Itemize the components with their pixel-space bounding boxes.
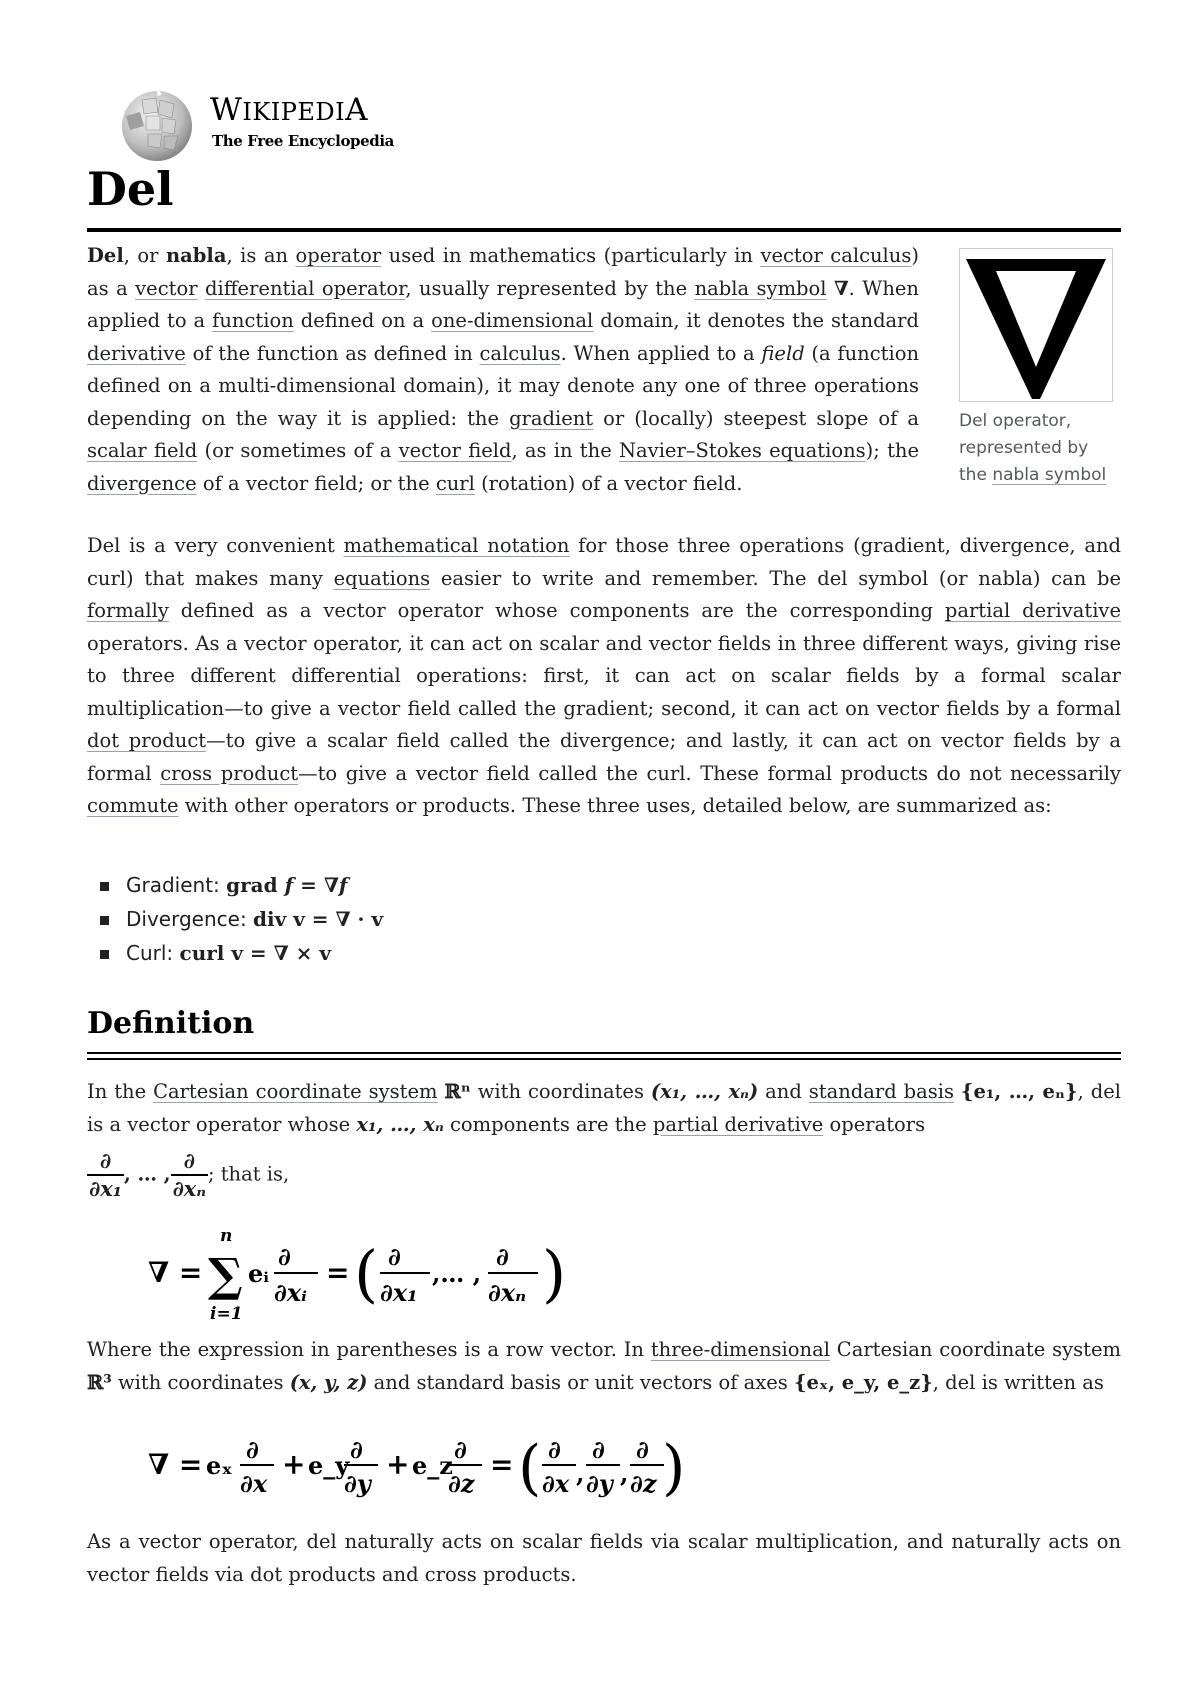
svg-text:=: = <box>490 1448 514 1481</box>
link-function[interactable]: function <box>212 309 294 332</box>
svg-text:∂xᵢ: ∂xᵢ <box>274 1278 307 1307</box>
svg-text:∂: ∂ <box>592 1435 605 1464</box>
link-partial-derivative[interactable]: partial derivative <box>944 599 1121 622</box>
link-partial-derivative-2[interactable]: partial derivative <box>652 1112 824 1136</box>
svg-text:): ) <box>542 1237 567 1310</box>
svg-text:i=1: i=1 <box>210 1304 243 1324</box>
row-vector-paragraph: Where the expression in parentheses is a row vector. In three-dimensional Cartesian coordinate system ℝ³ with coordinates (x, y, z) and standard basis or unit vectors of axes {eₓ, e_y, e_z}, del is written as <box>87 1338 1122 1394</box>
svg-text:(: ( <box>518 1433 542 1503</box>
svg-text:∂x: ∂x <box>240 1469 268 1498</box>
svg-text:∂y: ∂y <box>586 1469 613 1498</box>
link-standard-basis[interactable]: standard basis <box>808 1080 954 1103</box>
svg-text:e_z: e_z <box>412 1451 453 1480</box>
closing-paragraph: As a vector operator, del naturally acts on scalar fields via scalar multiplication, and naturally acts on vector fields via dot products and cross products. <box>87 1530 1121 1586</box>
wikipedia-globe-icon <box>118 86 196 164</box>
svg-text:∂x: ∂x <box>542 1469 570 1498</box>
fraction: $\frac{\partial}{\text{∂xₙ}}$ <box>172 1148 206 1201</box>
svg-text:=: = <box>326 1256 350 1289</box>
svg-text:n: n <box>220 1226 233 1246</box>
link-nabla-symbol[interactable]: nabla symbol <box>694 276 827 300</box>
summary-paragraph: Del is a very convenient mathematical notation for those three operations (gradient, divergence, and curl) that makes many equations easier to write and remember. The del symbol (or nabla) can be formally defined as a vector operator whose components are the corresponding partial derivative operators. As a vector operator, it can act on scalar and vector fields in three different ways, giving rise to three different differential operations: first, it can act on scalar fields by a formal scalar multiplication—to give a vector field called the gradient; second, it can act on vector fields by a formal dot product—to give a scalar field called the divergence; and lastly, it can act on vector fields by a formal cross product—to give a vector field called the curl. These formal products do not necessarily commute with other operators or products. These three uses, detailed below, are summarized as: <box>87 534 1122 817</box>
svg-text:∑: ∑ <box>208 1248 243 1302</box>
svg-text:(: ( <box>354 1237 379 1310</box>
link-navier-stokes[interactable]: Navier–Stokes equations <box>618 439 866 462</box>
svg-text:∂: ∂ <box>278 1242 291 1271</box>
link-commute[interactable]: commute <box>87 794 179 817</box>
svg-text:,… ,: ,… , <box>432 1259 482 1288</box>
section-divider <box>87 1052 1121 1054</box>
list-item: Curl: curl v = ∇ × v <box>100 936 383 970</box>
svg-text:,: , <box>620 1459 629 1488</box>
link-divergence[interactable]: divergence <box>87 471 197 495</box>
wikipedia-tagline: The Free Encyclopedia <box>212 132 394 150</box>
link-scalar-field[interactable]: scalar field <box>87 439 198 462</box>
list-item: Divergence: div v = ∇ · v <box>100 902 383 936</box>
svg-text:+: + <box>282 1448 306 1481</box>
link-differential-operator[interactable]: differential operator <box>204 276 406 300</box>
svg-text:eᵢ: eᵢ <box>248 1259 270 1288</box>
link-vector-calculus[interactable]: vector calculus <box>760 244 912 267</box>
svg-text:,: , <box>576 1459 585 1488</box>
link-vector-field[interactable]: vector field <box>398 439 512 462</box>
operations-list <box>100 868 383 970</box>
svg-text:∂xₙ: ∂xₙ <box>488 1278 527 1307</box>
svg-text:): ) <box>662 1433 686 1503</box>
section-divider <box>87 1058 1121 1060</box>
svg-text:∂: ∂ <box>496 1242 509 1271</box>
svg-text:+: + <box>386 1448 410 1481</box>
definition-fractions: $\frac{\partial}{\text{∂x₁}}$ , … , $\frac{\partial}{\text{∂xₙ}}$ ; that is, <box>89 1148 290 1201</box>
svg-text:∂: ∂ <box>454 1435 467 1464</box>
svg-text:∇ =: ∇ = <box>148 1256 203 1289</box>
link-operator[interactable]: operator <box>295 244 382 267</box>
list-item: Gradient: grad f = ∇f <box>100 868 383 902</box>
nabla-symbol-link[interactable]: nabla symbol <box>992 465 1107 485</box>
section-heading-definition: Definition <box>87 1006 255 1041</box>
page-title: Del <box>87 162 174 216</box>
svg-text:e_y: e_y <box>308 1451 350 1480</box>
link-dot-product[interactable]: dot product <box>87 729 207 752</box>
nabla-symbol-icon <box>960 249 1112 401</box>
svg-text:∂z: ∂z <box>630 1469 657 1498</box>
intro-paragraph: Del, or nabla, is an operator used in mathematics (particularly in vector calculus) as a vector differential operator, usually represented by the nabla symbol ∇. When applied to a function defined on a one-dimensional domain, it denotes the standard derivative of the function as defined in calculus. When applied to a field (a function defined on a multi-dimensional domain), it may denote any one of three operations depending on the way it is applied: the gradient or (locally) steepest slope of a scalar field (or sometimes of a vector field, as in the Navier–Stokes equations); the divergence of a vector field; or the curl (rotation) of a vector field. <box>87 244 920 495</box>
nabla-image[interactable] <box>959 248 1113 402</box>
svg-text:∂x₁: ∂x₁ <box>380 1278 418 1307</box>
svg-text:∂: ∂ <box>388 1242 401 1271</box>
svg-text:∂z: ∂z <box>448 1469 475 1498</box>
link-vector[interactable]: vector <box>135 276 198 300</box>
link-curl[interactable]: curl <box>435 471 475 495</box>
link-cartesian-coordinate-system[interactable]: Cartesian coordinate system <box>153 1080 438 1103</box>
link-calculus[interactable]: calculus <box>479 341 561 365</box>
link-gradient[interactable]: gradient <box>509 406 594 430</box>
link-cross-product[interactable]: cross product <box>160 761 299 785</box>
title-divider <box>87 228 1121 232</box>
wikipedia-logo[interactable] <box>118 86 418 166</box>
link-mathematical-notation[interactable]: mathematical notation <box>343 534 570 557</box>
link-derivative[interactable]: derivative <box>87 341 186 365</box>
svg-text:∂: ∂ <box>246 1435 259 1464</box>
nabla-inline-symbol: ∇ <box>833 276 849 300</box>
svg-text:∇ =: ∇ = <box>148 1448 203 1481</box>
svg-text:∂y: ∂y <box>344 1469 371 1498</box>
del-cartesian-equation <box>140 1420 686 1516</box>
infobox <box>959 248 1119 489</box>
link-formally[interactable]: formally <box>87 599 169 622</box>
link-one-dimensional[interactable]: one-dimensional <box>431 309 594 332</box>
svg-text:∂: ∂ <box>350 1435 363 1464</box>
svg-text:∂: ∂ <box>548 1435 561 1464</box>
definition-paragraph: In the Cartesian coordinate system ℝⁿ with coordinates (x₁, …, xₙ) and standard basis {e₁, …, eₙ}, del is a vector operator whose x₁, …, xₙ components are the partial derivative operators <box>87 1080 1121 1136</box>
link-three-dimensional[interactable]: three-dimensional <box>650 1338 830 1361</box>
del-definition-equation <box>140 1225 580 1325</box>
link-equations[interactable]: equations <box>333 566 431 590</box>
svg-text:∂: ∂ <box>636 1435 649 1464</box>
infobox-caption: Del operator, represented by the nabla symbol <box>959 411 1107 485</box>
svg-text:eₓ: eₓ <box>206 1451 233 1480</box>
fraction: $\frac{\partial}{\text{∂x₁}}$ <box>89 1148 122 1201</box>
wikipedia-wordmark: WIKIPEDIA <box>210 92 369 128</box>
